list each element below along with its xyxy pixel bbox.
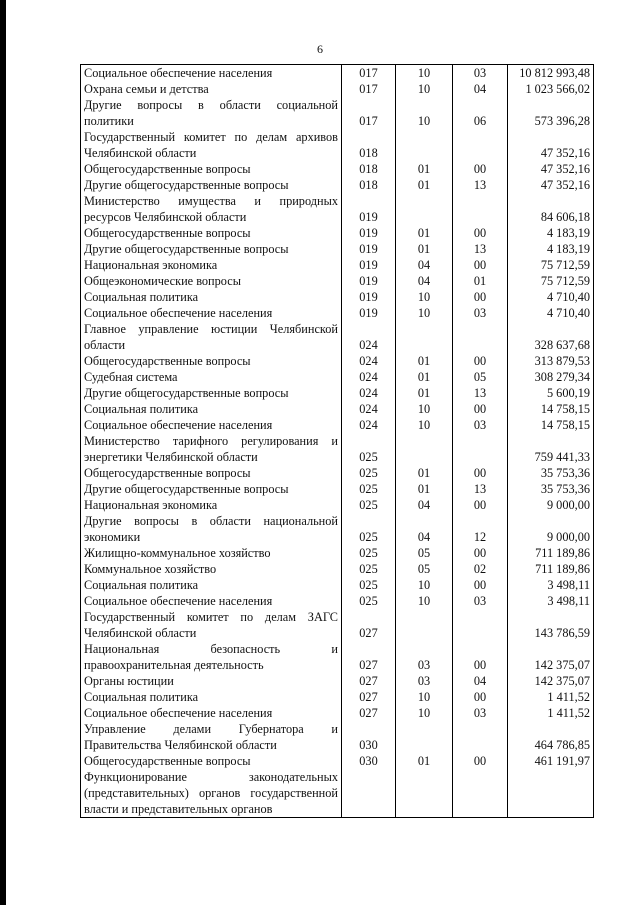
row-name: Функционирование законодательных (представительных) органов государственной власти и представительных органов: [81, 769, 342, 818]
row-code-subsection: 00: [453, 641, 508, 673]
row-code-ministry: 027: [342, 641, 396, 673]
row-code-ministry: 024: [342, 401, 396, 417]
row-name: Общегосударственные вопросы: [81, 753, 342, 769]
row-name: Общеэкономические вопросы: [81, 273, 342, 289]
row-code-subsection: [453, 769, 508, 818]
row-name: Министерство тарифного регулирования и энергетики Челябинской области: [81, 433, 342, 465]
row-code-subsection: 00: [453, 401, 508, 417]
row-amount: 75 712,59: [508, 257, 594, 273]
row-amount: 1 023 566,02: [508, 81, 594, 97]
row-code-subsection: 04: [453, 673, 508, 689]
row-amount: 4 710,40: [508, 289, 594, 305]
row-name: Общегосударственные вопросы: [81, 225, 342, 241]
row-code-section: 01: [396, 753, 453, 769]
row-code-subsection: 13: [453, 481, 508, 497]
row-code-ministry: 019: [342, 193, 396, 225]
row-amount: 5 600,19: [508, 385, 594, 401]
row-code-ministry: 025: [342, 481, 396, 497]
row-code-ministry: 019: [342, 225, 396, 241]
row-amount: 35 753,36: [508, 481, 594, 497]
row-code-subsection: 00: [453, 289, 508, 305]
row-code-section: [396, 433, 453, 465]
table-row: [81, 81, 594, 97]
row-code-section: 01: [396, 385, 453, 401]
row-code-ministry: 019: [342, 305, 396, 321]
table-row: [81, 65, 594, 82]
row-code-ministry: 017: [342, 81, 396, 97]
row-name: Социальная политика: [81, 401, 342, 417]
row-amount: 9 000,00: [508, 497, 594, 513]
row-amount: 4 183,19: [508, 241, 594, 257]
row-code-section: 10: [396, 577, 453, 593]
row-code-subsection: 00: [453, 257, 508, 273]
row-code-ministry: [342, 769, 396, 818]
row-name: Другие вопросы в области социальной политики: [81, 97, 342, 129]
row-code-subsection: 03: [453, 593, 508, 609]
row-code-section: 10: [396, 305, 453, 321]
table-row: [81, 369, 594, 385]
row-amount: 47 352,16: [508, 161, 594, 177]
row-code-ministry: 024: [342, 353, 396, 369]
row-name: Общегосударственные вопросы: [81, 465, 342, 481]
row-code-subsection: 06: [453, 97, 508, 129]
row-code-section: 01: [396, 161, 453, 177]
row-code-ministry: 025: [342, 513, 396, 545]
row-name: Охрана семьи и детства: [81, 81, 342, 97]
row-amount: 1 411,52: [508, 705, 594, 721]
row-name: Коммунальное хозяйство: [81, 561, 342, 577]
row-code-subsection: 00: [453, 753, 508, 769]
row-code-subsection: 02: [453, 561, 508, 577]
row-amount: 1 411,52: [508, 689, 594, 705]
row-name: Другие общегосударственные вопросы: [81, 481, 342, 497]
row-code-ministry: 027: [342, 673, 396, 689]
row-code-ministry: 018: [342, 161, 396, 177]
row-code-ministry: 018: [342, 177, 396, 193]
row-code-subsection: 00: [453, 497, 508, 513]
row-code-section: [396, 769, 453, 818]
row-name: Государственный комитет по делам ЗАГС Челябинской области: [81, 609, 342, 641]
row-amount: 461 191,97: [508, 753, 594, 769]
table-row: [81, 193, 594, 225]
row-code-ministry: 019: [342, 241, 396, 257]
row-code-subsection: 01: [453, 273, 508, 289]
row-name: Органы юстиции: [81, 673, 342, 689]
row-code-section: 04: [396, 513, 453, 545]
table-row: [81, 353, 594, 369]
row-code-subsection: 13: [453, 177, 508, 193]
row-name: Другие общегосударственные вопросы: [81, 241, 342, 257]
table-row: [81, 177, 594, 193]
row-name: Социальная политика: [81, 689, 342, 705]
row-name: Главное управление юстиции Челябинской области: [81, 321, 342, 353]
row-code-subsection: 03: [453, 417, 508, 433]
table-row: [81, 417, 594, 433]
row-code-section: [396, 721, 453, 753]
row-name: Жилищно-коммунальное хозяйство: [81, 545, 342, 561]
row-code-subsection: 00: [453, 689, 508, 705]
row-code-section: 10: [396, 289, 453, 305]
table-row: [81, 289, 594, 305]
row-amount: [508, 769, 594, 818]
row-code-section: [396, 193, 453, 225]
row-amount: 75 712,59: [508, 273, 594, 289]
page-number: 6: [317, 42, 323, 56]
row-code-ministry: 017: [342, 65, 396, 82]
row-amount: 759 441,33: [508, 433, 594, 465]
row-code-subsection: [453, 321, 508, 353]
row-amount: 3 498,11: [508, 577, 594, 593]
row-code-section: 10: [396, 81, 453, 97]
row-code-ministry: 030: [342, 753, 396, 769]
row-name: Национальная экономика: [81, 257, 342, 273]
row-amount: 313 879,53: [508, 353, 594, 369]
row-name: Социальное обеспечение населения: [81, 705, 342, 721]
row-code-section: 10: [396, 705, 453, 721]
row-code-subsection: [453, 721, 508, 753]
row-code-section: 04: [396, 497, 453, 513]
row-code-ministry: 027: [342, 609, 396, 641]
table-row: [81, 321, 594, 353]
row-amount: 10 812 993,48: [508, 65, 594, 82]
row-amount: 84 606,18: [508, 193, 594, 225]
row-code-section: 10: [396, 97, 453, 129]
row-name: Социальное обеспечение населения: [81, 305, 342, 321]
row-code-ministry: 024: [342, 321, 396, 353]
table-row: [81, 401, 594, 417]
table-row: [81, 273, 594, 289]
row-code-section: 01: [396, 465, 453, 481]
row-code-subsection: 00: [453, 577, 508, 593]
row-code-ministry: 017: [342, 97, 396, 129]
row-amount: 142 375,07: [508, 641, 594, 673]
row-code-subsection: [453, 129, 508, 161]
row-amount: 4 183,19: [508, 225, 594, 241]
table-row: [81, 97, 594, 129]
row-code-ministry: 025: [342, 465, 396, 481]
row-code-subsection: 03: [453, 65, 508, 82]
row-code-ministry: 024: [342, 417, 396, 433]
row-code-subsection: 03: [453, 705, 508, 721]
row-amount: 142 375,07: [508, 673, 594, 689]
table-row: [81, 129, 594, 161]
row-amount: 35 753,36: [508, 465, 594, 481]
row-code-subsection: 04: [453, 81, 508, 97]
row-code-section: 10: [396, 593, 453, 609]
row-code-subsection: 03: [453, 305, 508, 321]
table-row: [81, 545, 594, 561]
row-code-ministry: 024: [342, 369, 396, 385]
table-row: [81, 641, 594, 673]
table-row: [81, 497, 594, 513]
budget-table: [80, 64, 594, 818]
row-code-subsection: 00: [453, 225, 508, 241]
row-name: Другие вопросы в области национальной экономики: [81, 513, 342, 545]
row-code-ministry: 025: [342, 433, 396, 465]
row-code-section: 03: [396, 673, 453, 689]
row-code-section: 01: [396, 241, 453, 257]
row-code-subsection: 13: [453, 385, 508, 401]
row-code-ministry: 027: [342, 689, 396, 705]
row-code-section: 10: [396, 417, 453, 433]
row-amount: 47 352,16: [508, 129, 594, 161]
table-row: [81, 225, 594, 241]
row-code-subsection: 00: [453, 545, 508, 561]
table-row: [81, 513, 594, 545]
table-row: [81, 753, 594, 769]
table-row: [81, 769, 594, 818]
row-code-section: 05: [396, 561, 453, 577]
row-code-ministry: 024: [342, 385, 396, 401]
row-name: Другие общегосударственные вопросы: [81, 385, 342, 401]
row-code-subsection: [453, 433, 508, 465]
row-code-section: 01: [396, 353, 453, 369]
table-row: [81, 561, 594, 577]
table-row: [81, 721, 594, 753]
table-row: [81, 465, 594, 481]
table-row: [81, 689, 594, 705]
row-name: Социальное обеспечение населения: [81, 65, 342, 82]
row-code-ministry: 018: [342, 129, 396, 161]
row-code-section: 01: [396, 369, 453, 385]
row-name: Социальная политика: [81, 289, 342, 305]
row-amount: 464 786,85: [508, 721, 594, 753]
row-name: Национальная экономика: [81, 497, 342, 513]
table-row: [81, 609, 594, 641]
row-code-ministry: 025: [342, 561, 396, 577]
row-code-section: 04: [396, 273, 453, 289]
row-code-subsection: 00: [453, 465, 508, 481]
row-name: Социальное обеспечение населения: [81, 417, 342, 433]
row-name: Общегосударственные вопросы: [81, 353, 342, 369]
table-row: [81, 241, 594, 257]
row-amount: 573 396,28: [508, 97, 594, 129]
row-amount: 14 758,15: [508, 417, 594, 433]
row-name: Государственный комитет по делам архивов Челябинской области: [81, 129, 342, 161]
row-code-section: 10: [396, 65, 453, 82]
row-code-section: 01: [396, 177, 453, 193]
row-code-ministry: 019: [342, 273, 396, 289]
row-code-section: 03: [396, 641, 453, 673]
row-amount: 4 710,40: [508, 305, 594, 321]
row-code-subsection: 00: [453, 353, 508, 369]
row-amount: 14 758,15: [508, 401, 594, 417]
row-code-section: 01: [396, 481, 453, 497]
row-name: Министерство имущества и природных ресурсов Челябинской области: [81, 193, 342, 225]
row-code-subsection: [453, 193, 508, 225]
row-code-section: [396, 129, 453, 161]
row-code-ministry: 025: [342, 577, 396, 593]
table-row: [81, 305, 594, 321]
row-code-subsection: [453, 609, 508, 641]
table-row: [81, 481, 594, 497]
row-code-ministry: 019: [342, 289, 396, 305]
row-name: Общегосударственные вопросы: [81, 161, 342, 177]
row-amount: 711 189,86: [508, 545, 594, 561]
scan-edge: [0, 0, 6, 905]
row-amount: 711 189,86: [508, 561, 594, 577]
row-amount: 143 786,59: [508, 609, 594, 641]
table-row: [81, 673, 594, 689]
row-code-section: 04: [396, 257, 453, 273]
table-row: [81, 593, 594, 609]
row-code-ministry: 030: [342, 721, 396, 753]
row-code-section: [396, 321, 453, 353]
row-amount: 47 352,16: [508, 177, 594, 193]
table-row: [81, 161, 594, 177]
table-row: [81, 705, 594, 721]
table-row: [81, 577, 594, 593]
row-name: Другие общегосударственные вопросы: [81, 177, 342, 193]
row-name: Национальная безопасность и правоохранительная деятельность: [81, 641, 342, 673]
row-code-ministry: 027: [342, 705, 396, 721]
row-code-subsection: 05: [453, 369, 508, 385]
row-amount: 9 000,00: [508, 513, 594, 545]
row-name: Социальная политика: [81, 577, 342, 593]
row-code-subsection: 12: [453, 513, 508, 545]
row-code-subsection: 00: [453, 161, 508, 177]
row-code-ministry: 019: [342, 257, 396, 273]
row-code-section: 10: [396, 689, 453, 705]
row-name: Управление делами Губернатора и Правительства Челябинской области: [81, 721, 342, 753]
row-amount: 308 279,34: [508, 369, 594, 385]
table-row: [81, 433, 594, 465]
row-code-ministry: 025: [342, 593, 396, 609]
row-code-ministry: 025: [342, 545, 396, 561]
row-code-ministry: 025: [342, 497, 396, 513]
row-code-section: 10: [396, 401, 453, 417]
row-name: Социальное обеспечение населения: [81, 593, 342, 609]
row-code-section: 05: [396, 545, 453, 561]
table-row: [81, 385, 594, 401]
table-row: [81, 257, 594, 273]
row-code-subsection: 13: [453, 241, 508, 257]
row-code-section: 01: [396, 225, 453, 241]
row-amount: 3 498,11: [508, 593, 594, 609]
row-code-section: [396, 609, 453, 641]
row-name: Судебная система: [81, 369, 342, 385]
row-amount: 328 637,68: [508, 321, 594, 353]
